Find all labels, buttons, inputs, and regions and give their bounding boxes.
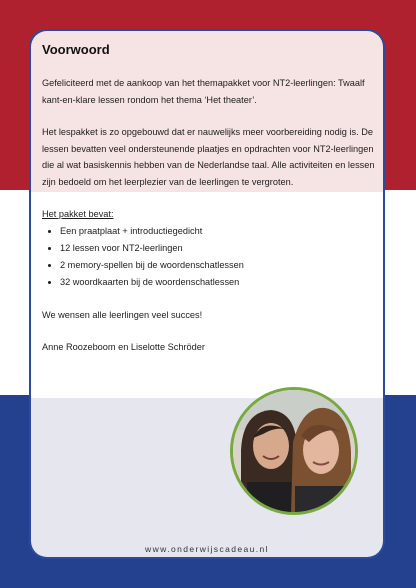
list-item: • 12 lessen voor NT2-leerlingen	[60, 240, 378, 257]
list-item: • 2 memory-spellen bij de woordenschatlessen	[60, 257, 378, 274]
list-item: • 32 woordkaarten bij de woordenschatlessen	[60, 274, 378, 291]
authors-line: Anne Roozeboom en Liselotte Schröder	[42, 342, 205, 352]
body-paragraph: Het lespakket is zo opgebouwd dat er nauwelijks meer voorbereiding nodig is. De lessen bevatten veel ondersteunende plaatjes en opdrachten voor NT2-leerlingen die al wat basiskennis hebben van de Nederlandse taal. Alle activiteiten en lessen zijn bedoeld om het leerplezier van de leerlingen te vergroten.	[42, 127, 375, 187]
closing-line: We wensen alle leerlingen veel succes!	[42, 309, 203, 320]
package-label: Het pakket bevat:	[42, 209, 114, 219]
page-title: Voorwoord	[42, 42, 110, 57]
authors-photo	[230, 387, 358, 515]
authors-photo-image	[233, 390, 355, 512]
list-item: • Een praatplaat + introductiegedicht	[60, 223, 378, 240]
package-list	[42, 223, 378, 291]
website-footer: www.onderwijscadeau.nl	[145, 544, 269, 554]
foreword-content	[42, 42, 378, 356]
intro-paragraph: Gefeliciteerd met de aankoop van het themapakket voor NT2-leerlingen: Twaalf kant-en-klare lessen rondom het thema ‘Het theater’.	[42, 78, 365, 105]
